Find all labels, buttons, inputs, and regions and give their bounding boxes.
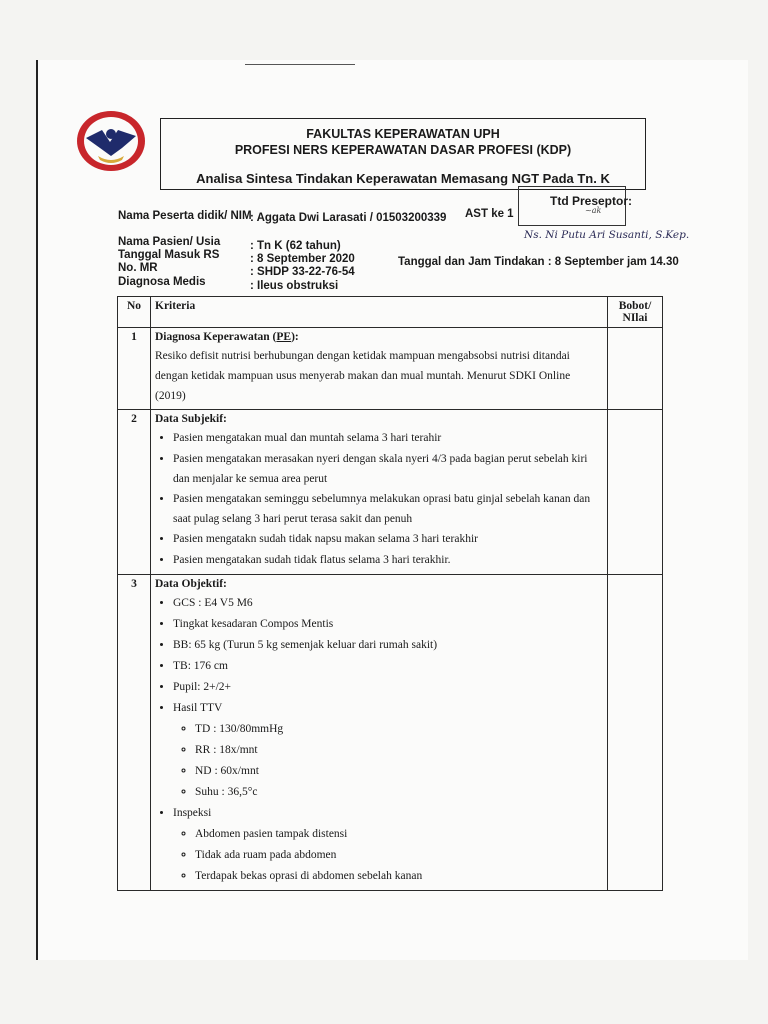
kriteria-cell <box>151 328 608 410</box>
tanggal-masuk-value: : 8 September 2020 <box>250 253 355 265</box>
preseptor-title: Ttd Preseptor: <box>550 194 633 208</box>
list-item: ◦ Abdomen pasien tampak distensi <box>195 824 603 845</box>
table-row <box>118 328 663 410</box>
bobot-cell <box>608 328 663 410</box>
list-item: • Pasien mengatakan sudah tidak flatus selama 3 hari terakhir. <box>173 550 603 571</box>
diagnosa-text: Resiko defisit nutrisi berhubungan dengan ketidak mampuan mengabsobsi nutrisi ditandai dengan ketidak mampuan usus menyerab makan dan mual muntah. Menurut SDKI Online (2019) <box>155 350 571 402</box>
nama-peserta-value: : Aggata Dwi Larasati / 01503200339 <box>250 212 447 224</box>
col-bobot-header: Bobot/ NIlai <box>608 297 663 328</box>
list-item: • TB: 176 cm <box>173 656 603 677</box>
nama-peserta-label: Nama Peserta didik/ NIM <box>118 210 252 222</box>
row-number: 1 <box>118 328 151 410</box>
list-item: ◦ Tidak ada ruam pada abdomen <box>195 845 603 866</box>
diagnosa-medis-label: Diagnosa Medis <box>118 276 206 288</box>
list-item: • Pupil: 2+/2+ <box>173 677 603 698</box>
inspeksi-label: Inspeksi <box>173 807 212 819</box>
tanggal-tindakan: Tanggal dan Jam Tindakan : 8 September jam 14.30 <box>398 256 679 268</box>
kriteria-cell <box>151 410 608 575</box>
row-number: 2 <box>118 410 151 575</box>
signature-scribble: ~ak <box>585 206 602 215</box>
table-row <box>118 410 663 575</box>
no-mr-value: : SHDP 33-22-76-54 <box>250 266 355 278</box>
faculty-title: FAKULTAS KEPERAWATAN UPH <box>306 127 500 141</box>
objektif-list <box>155 593 603 887</box>
list-item: ◦ RR : 18x/mnt <box>195 740 603 761</box>
no-mr-label: No. MR <box>118 262 158 274</box>
header-box <box>160 118 646 190</box>
tanggal-masuk-label: Tanggal Masuk RS <box>118 249 220 261</box>
list-item <box>173 698 603 803</box>
program-title: PROFESI NERS KEPERAWATAN DASAR PROFESI (KDP) <box>234 143 572 157</box>
list-item: ◦ TD : 130/80mmHg <box>195 719 603 740</box>
title-text: Diagnosa Keperawatan ( <box>155 331 277 343</box>
table-header-row <box>118 297 663 328</box>
preseptor-signature: Ns. Ni Putu Ari Susanti, S.Kep. <box>524 229 690 241</box>
subjektif-list <box>155 428 603 571</box>
bobot-cell <box>608 410 663 575</box>
list-item: • GCS : E4 V5 M6 <box>173 593 603 614</box>
inspeksi-list <box>173 824 603 887</box>
list-item: • Pasien mengatakn sudah tidak napsu makan selama 3 hari terakhir <box>173 529 603 550</box>
ast-label: AST ke 1 <box>465 208 514 220</box>
criteria-table <box>117 296 663 891</box>
list-item: ◦ Suhu : 36,5°c <box>195 782 603 803</box>
nama-pasien-label: Nama Pasien/ Usia <box>118 236 221 248</box>
list-item: ◦ Terdapak bekas oprasi di abdomen sebelah kanan <box>195 866 603 887</box>
list-item: • Pasien mengatakan seminggu sebelumnya melakukan oprasi batu ginjal sebelah kanan dan saat pulag selang 3 hari perut terasa sakit dan penuh <box>173 489 603 529</box>
page-edge <box>36 60 38 960</box>
diagnosa-keperawatan-title <box>155 331 603 343</box>
table-row <box>118 575 663 891</box>
list-item <box>173 803 603 887</box>
col-no-header: No <box>118 297 151 328</box>
pe-abbrev: PE <box>276 331 292 343</box>
list-item: • Tingkat kesadaran Compos Mentis <box>173 614 603 635</box>
document-title: Analisa Sintesa Tindakan Keperawatan Memasang NGT Pada Tn. K <box>196 171 610 186</box>
diagnosa-medis-value: : Ileus obstruksi <box>250 280 339 292</box>
list-item: ◦ ND : 60x/mnt <box>195 761 603 782</box>
list-item: • BB: 65 kg (Turun 5 kg semenjak keluar dari rumah sakit) <box>173 635 603 656</box>
list-item: • Pasien mengatakan mual dan muntah selama 3 hari terahir <box>173 428 603 449</box>
data-subjektif-title: Data Subjekif: <box>155 413 227 425</box>
kriteria-cell <box>151 575 608 891</box>
page-edge-top <box>245 64 355 65</box>
row-number: 3 <box>118 575 151 891</box>
title-text-end: ): <box>291 331 299 343</box>
col-kriteria-header: Kriteria <box>151 297 608 328</box>
university-logo <box>74 108 148 174</box>
nama-pasien-value: : Tn K (62 tahun) <box>250 240 341 252</box>
data-objektif-title: Data Objektif: <box>155 578 227 590</box>
list-item: • Pasien mengatakan merasakan nyeri dengan skala nyeri 4/3 pada bagian perut sebelah kiri dan menjalar ke semua area perut <box>173 449 603 489</box>
ttv-label: Hasil TTV <box>173 702 223 714</box>
ttv-list <box>173 719 603 803</box>
bobot-cell <box>608 575 663 891</box>
